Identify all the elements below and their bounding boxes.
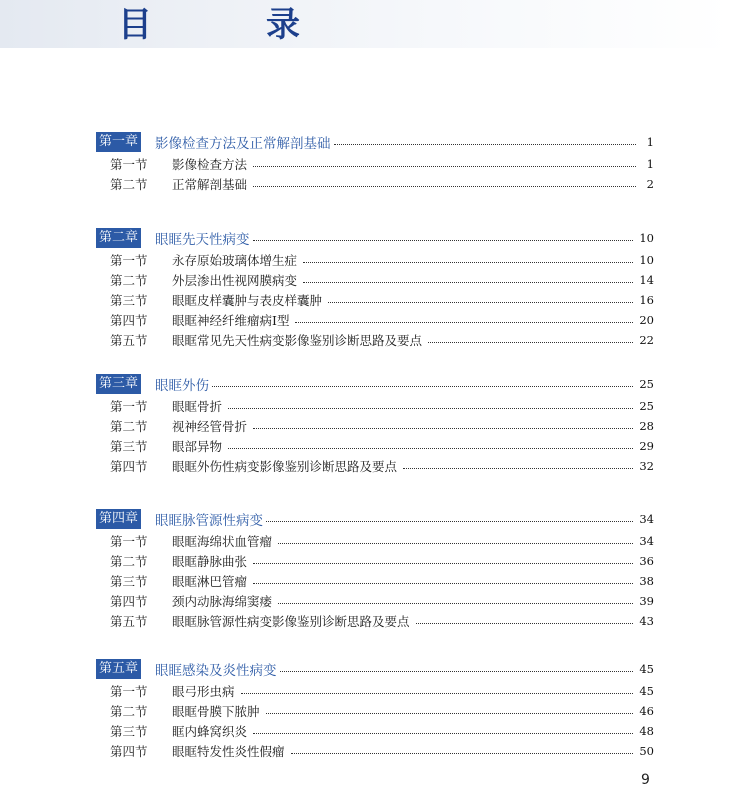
section-row[interactable] [96,456,654,476]
section-number: 第四节 [110,744,148,759]
section-number: 第一节 [110,253,148,268]
section-title: 永存原始玻璃体增生症 [172,253,298,268]
section-title: 眶内蜂窝织炎 [172,724,248,739]
section-page: 10 [639,253,654,267]
toc-chapter [96,372,654,476]
section-title: 眼弓形虫病 [172,684,235,699]
chapter-row[interactable] [96,130,654,154]
section-number: 第四节 [110,594,148,609]
section-row[interactable] [96,611,654,631]
header-banner [0,0,731,48]
section-row[interactable] [96,551,654,571]
section-row[interactable] [96,741,654,761]
section-page: 28 [639,419,654,433]
dot-leader [266,713,634,714]
section-row[interactable] [96,436,654,456]
section-row[interactable] [96,310,654,330]
section-title: 眼眶外伤性病变影像鉴别诊断思路及要点 [172,459,398,474]
section-title: 眼眶骨膜下脓肿 [172,704,260,719]
section-page: 2 [646,177,654,191]
section-row[interactable] [96,416,654,436]
section-title: 眼眶脉管源性病变影像鉴别诊断思路及要点 [172,614,410,629]
section-page: 43 [639,614,654,628]
chapter-number: 第四章 [96,509,141,529]
section-title: 眼眶静脉曲张 [172,554,248,569]
dot-leader [253,186,636,187]
dot-leader [291,753,634,754]
chapter-row[interactable] [96,226,654,250]
section-number: 第二节 [110,704,148,719]
dot-leader [328,302,633,303]
section-row[interactable] [96,571,654,591]
toc-chapter [96,130,654,194]
chapter-row[interactable] [96,372,654,396]
section-number: 第一节 [110,534,148,549]
section-page: 32 [639,459,654,473]
dot-leader [253,428,633,429]
section-number: 第三节 [110,293,148,308]
section-number: 第二节 [110,554,148,569]
section-number: 第二节 [110,273,148,288]
dot-leader [295,322,633,323]
section-title: 外层渗出性视网膜病变 [172,273,298,288]
dot-leader [228,448,633,449]
section-row[interactable] [96,396,654,416]
section-title: 眼眶海绵状血管瘤 [172,534,273,549]
dot-leader [253,583,633,584]
chapter-number: 第五章 [96,659,141,679]
chapter-page: 45 [639,662,654,676]
section-row[interactable] [96,531,654,551]
section-number: 第五节 [110,614,148,629]
dot-leader [241,693,634,694]
page-number: 9 [641,772,650,788]
dot-leader [253,166,636,167]
section-number: 第四节 [110,459,148,474]
section-page: 36 [639,554,654,568]
section-title: 颈内动脉海绵窦瘘 [172,594,273,609]
section-page: 1 [646,157,654,171]
toc-chapter [96,507,654,631]
section-page: 14 [639,273,654,287]
dot-leader [278,603,633,604]
toc-chapter [96,657,654,761]
section-row[interactable] [96,701,654,721]
section-page: 46 [639,704,654,718]
section-page: 22 [639,333,654,347]
section-title: 眼眶淋巴管瘤 [172,574,248,589]
chapter-page: 25 [639,377,654,391]
section-number: 第四节 [110,313,148,328]
chapter-title: 眼眶先天性病变 [155,232,250,248]
section-page: 38 [639,574,654,588]
section-title: 影像检查方法 [172,157,248,172]
section-number: 第一节 [110,157,148,172]
dot-leader [266,521,633,522]
dot-leader [334,144,636,145]
section-title: 正常解剖基础 [172,177,248,192]
section-title: 眼眶特发性炎性假瘤 [172,744,285,759]
chapter-number: 第二章 [96,228,141,248]
chapter-page: 1 [646,135,654,149]
page-title: 目 录 [118,5,340,45]
section-row[interactable] [96,681,654,701]
section-number: 第二节 [110,177,148,192]
dot-leader [403,468,633,469]
chapter-title: 影像检查方法及正常解剖基础 [155,136,331,152]
section-number: 第三节 [110,439,148,454]
dot-leader [278,543,633,544]
section-page: 25 [639,399,654,413]
dot-leader [416,623,634,624]
section-number: 第二节 [110,419,148,434]
section-row[interactable] [96,250,654,270]
dot-leader [253,563,633,564]
section-page: 16 [639,293,654,307]
dot-leader [303,282,633,283]
chapter-number: 第三章 [96,374,141,394]
chapter-title: 眼眶脉管源性病变 [155,513,264,529]
section-page: 39 [639,594,654,608]
section-page: 20 [639,313,654,327]
section-row[interactable] [96,270,654,290]
section-title: 眼眶骨折 [172,399,223,414]
chapter-title: 眼眶感染及炎性病变 [155,663,277,679]
section-number: 第三节 [110,724,148,739]
section-row[interactable] [96,290,654,310]
section-number: 第一节 [110,399,148,414]
chapter-number: 第一章 [96,132,141,152]
section-number: 第五节 [110,333,148,348]
section-page: 50 [639,744,654,758]
dot-leader [212,386,633,387]
dot-leader [253,733,633,734]
chapter-row[interactable] [96,507,654,531]
dot-leader [303,262,633,263]
section-row[interactable] [96,591,654,611]
section-title: 眼眶神经纤维瘤病Ⅰ型 [172,313,290,328]
chapter-row[interactable] [96,657,654,681]
section-title: 视神经管骨折 [172,419,248,434]
dot-leader [428,342,633,343]
section-page: 34 [639,534,654,548]
section-row[interactable] [96,174,654,194]
section-title: 眼眶皮样囊肿与表皮样囊肿 [172,293,323,308]
chapter-page: 34 [639,512,654,526]
section-title: 眼部异物 [172,439,223,454]
dot-leader [280,671,634,672]
toc-chapter [96,226,654,350]
dot-leader [253,240,634,241]
chapter-page: 10 [639,231,654,245]
section-page: 45 [639,684,654,698]
section-page: 29 [639,439,654,453]
section-title: 眼眶常见先天性病变影像鉴别诊断思路及要点 [172,333,423,348]
section-number: 第一节 [110,684,148,699]
section-row[interactable] [96,721,654,741]
section-row[interactable] [96,330,654,350]
section-number: 第三节 [110,574,148,589]
section-row[interactable] [96,154,654,174]
section-page: 48 [639,724,654,738]
chapter-title: 眼眶外伤 [155,378,210,394]
dot-leader [228,408,633,409]
